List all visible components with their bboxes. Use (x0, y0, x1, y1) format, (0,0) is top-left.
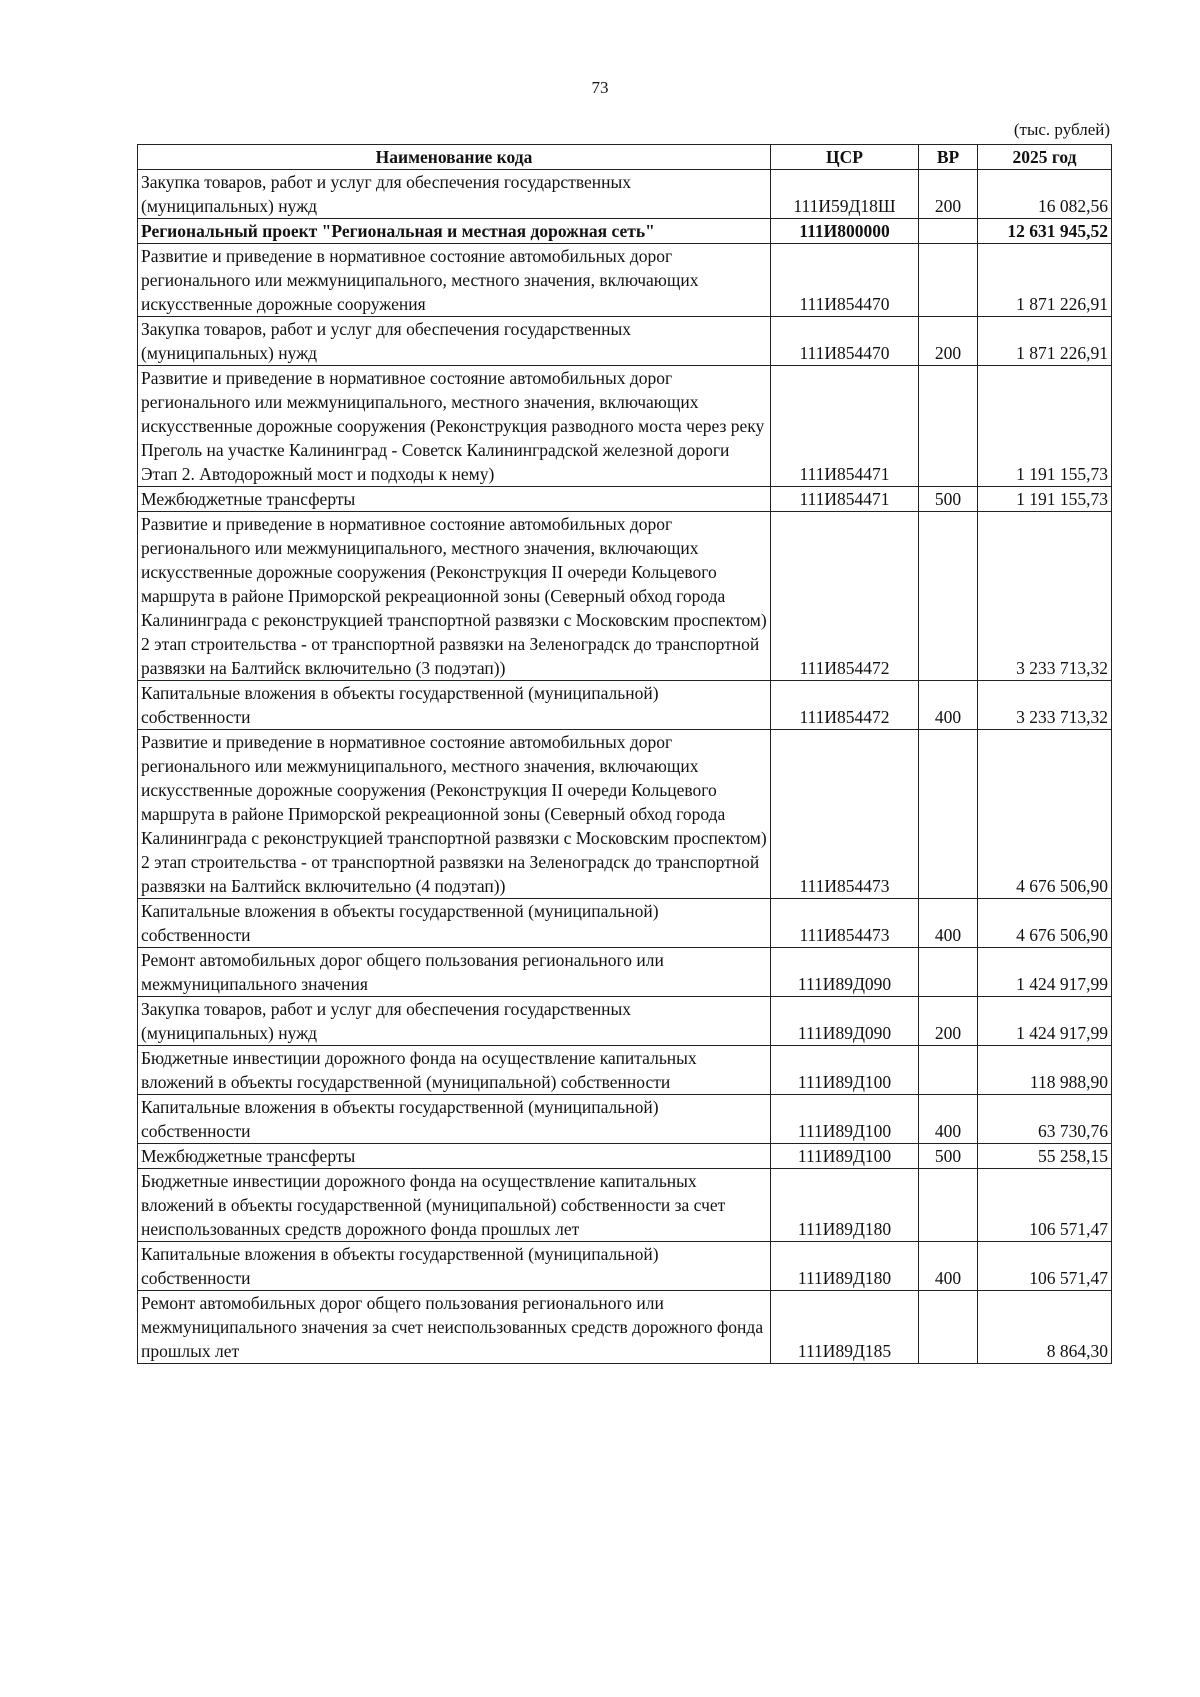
row-vr: 200 (919, 997, 978, 1046)
row-amount: 8 864,30 (978, 1291, 1112, 1364)
row-name: Бюджетные инвестиции дорожного фонда на осуществление капитальных вложений в объекты государственной (муниципальной) собственности за счет неиспользованных средств дорожного фонда прошлых лет (138, 1169, 771, 1242)
row-csr: 111И854472 (771, 681, 919, 730)
table-row (138, 1095, 1112, 1144)
table-row (138, 1242, 1112, 1291)
row-csr: 111И89Д090 (771, 948, 919, 997)
row-csr: 111И59Д18Ш (771, 170, 919, 219)
table-row (138, 1046, 1112, 1095)
row-csr: 111И854470 (771, 244, 919, 317)
budget-table (137, 144, 1112, 1364)
row-name: Закупка товаров, работ и услуг для обеспечения государственных (муниципальных) нужд (138, 170, 771, 219)
header-csr: ЦСР (771, 145, 919, 170)
row-name: Бюджетные инвестиции дорожного фонда на осуществление капитальных вложений в объекты государственной (муниципальной) собственности (138, 1046, 771, 1095)
row-csr: 111И854471 (771, 366, 919, 487)
table-header-row (138, 145, 1112, 170)
table-row (138, 997, 1112, 1046)
row-vr (919, 512, 978, 681)
row-amount: 3 233 713,32 (978, 512, 1112, 681)
row-csr: 111И854473 (771, 730, 919, 899)
row-vr (919, 1169, 978, 1242)
units-label: (тыс. рублей) (1013, 120, 1110, 139)
row-name: Межбюджетные трансферты (138, 1144, 771, 1169)
row-amount: 106 571,47 (978, 1242, 1112, 1291)
row-vr (919, 948, 978, 997)
row-csr: 111И89Д090 (771, 997, 919, 1046)
row-vr (919, 1046, 978, 1095)
row-csr: 111И89Д180 (771, 1169, 919, 1242)
header-amount: 2025 год (978, 145, 1112, 170)
page-number: 73 (591, 78, 609, 97)
row-csr: 111И800000 (771, 219, 919, 244)
header-name: Наименование кода (138, 145, 771, 170)
row-amount: 16 082,56 (978, 170, 1112, 219)
row-amount: 3 233 713,32 (978, 681, 1112, 730)
row-name: Развитие и приведение в нормативное состояние автомобильных дорог регионального или межмуниципального, местного значения, включающих искусственные дорожные сооружения (138, 244, 771, 317)
row-amount: 106 571,47 (978, 1169, 1112, 1242)
table-row (138, 317, 1112, 366)
row-csr: 111И854473 (771, 899, 919, 948)
row-vr: 400 (919, 1095, 978, 1144)
row-amount: 4 676 506,90 (978, 899, 1112, 948)
row-csr: 111И89Д100 (771, 1095, 919, 1144)
row-csr: 111И89Д100 (771, 1144, 919, 1169)
table-row (138, 219, 1112, 244)
table-row (138, 487, 1112, 512)
table-row (138, 170, 1112, 219)
row-name: Ремонт автомобильных дорог общего пользования регионального или межмуниципального значения (138, 948, 771, 997)
table-row (138, 366, 1112, 487)
table-row (138, 1291, 1112, 1364)
row-amount: 1 871 226,91 (978, 244, 1112, 317)
row-amount: 1 424 917,99 (978, 948, 1112, 997)
row-name: Капитальные вложения в объекты государственной (муниципальной) собственности (138, 681, 771, 730)
row-amount: 1 424 917,99 (978, 997, 1112, 1046)
row-csr: 111И89Д185 (771, 1291, 919, 1364)
row-amount: 55 258,15 (978, 1144, 1112, 1169)
row-vr (919, 366, 978, 487)
row-vr (919, 1291, 978, 1364)
row-vr (919, 244, 978, 317)
row-amount: 63 730,76 (978, 1095, 1112, 1144)
row-name: Закупка товаров, работ и услуг для обеспечения государственных (муниципальных) нужд (138, 997, 771, 1046)
table-row (138, 681, 1112, 730)
row-amount: 1 191 155,73 (978, 487, 1112, 512)
row-amount: 1 871 226,91 (978, 317, 1112, 366)
row-name: Закупка товаров, работ и услуг для обеспечения государственных (муниципальных) нужд (138, 317, 771, 366)
row-name: Капитальные вложения в объекты государственной (муниципальной) собственности (138, 1242, 771, 1291)
row-name: Ремонт автомобильных дорог общего пользования регионального или межмуниципального значения за счет неиспользованных средств дорожного фонда прошлых лет (138, 1291, 771, 1364)
row-csr: 111И89Д180 (771, 1242, 919, 1291)
row-vr: 200 (919, 170, 978, 219)
row-vr: 200 (919, 317, 978, 366)
row-name: Капитальные вложения в объекты государственной (муниципальной) собственности (138, 899, 771, 948)
row-name: Региональный проект "Региональная и местная дорожная сеть" (138, 219, 771, 244)
row-vr (919, 219, 978, 244)
row-vr: 400 (919, 681, 978, 730)
table-row (138, 512, 1112, 681)
row-name: Межбюджетные трансферты (138, 487, 771, 512)
table-row (138, 730, 1112, 899)
row-vr (919, 730, 978, 899)
table-row (138, 1169, 1112, 1242)
table-row (138, 244, 1112, 317)
row-amount: 1 191 155,73 (978, 366, 1112, 487)
row-name: Капитальные вложения в объекты государственной (муниципальной) собственности (138, 1095, 771, 1144)
row-amount: 118 988,90 (978, 1046, 1112, 1095)
row-vr: 500 (919, 1144, 978, 1169)
header-vr: ВР (919, 145, 978, 170)
row-csr: 111И854472 (771, 512, 919, 681)
row-amount: 4 676 506,90 (978, 730, 1112, 899)
row-name: Развитие и приведение в нормативное состояние автомобильных дорог регионального или межмуниципального, местного значения, включающих искусственные дорожные сооружения (Реконструкция разводного моста через реку Преголь на участке Калининград - Советск Калининградской железной дороги Этап 2. Автодорожный мост и подходы к нему) (138, 366, 771, 487)
row-csr: 111И89Д100 (771, 1046, 919, 1095)
row-vr: 500 (919, 487, 978, 512)
table-row (138, 1144, 1112, 1169)
row-vr: 400 (919, 1242, 978, 1291)
row-csr: 111И854471 (771, 487, 919, 512)
row-vr: 400 (919, 899, 978, 948)
row-name: Развитие и приведение в нормативное состояние автомобильных дорог регионального или межмуниципального, местного значения, включающих искусственные дорожные сооружения (Реконструкция II очереди Кольцевого маршрута в районе Приморской рекреационной зоны (Северный обход города Калининграда с реконструкцией транспортной развязки с Московским проспектом) 2 этап строительства - от транспортной развязки на Зеленоградск до транспортной развязки на Балтийск включительно (4 подэтап)) (138, 730, 771, 899)
table-row (138, 899, 1112, 948)
table-row (138, 948, 1112, 997)
row-name: Развитие и приведение в нормативное состояние автомобильных дорог регионального или межмуниципального, местного значения, включающих искусственные дорожные сооружения (Реконструкция II очереди Кольцевого маршрута в районе Приморской рекреационной зоны (Северный обход города Калининграда с реконструкцией транспортной развязки с Московским проспектом) 2 этап строительства - от транспортной развязки на Зеленоградск до транспортной развязки на Балтийск включительно (3 подэтап)) (138, 512, 771, 681)
row-csr: 111И854470 (771, 317, 919, 366)
row-amount: 12 631 945,52 (978, 219, 1112, 244)
